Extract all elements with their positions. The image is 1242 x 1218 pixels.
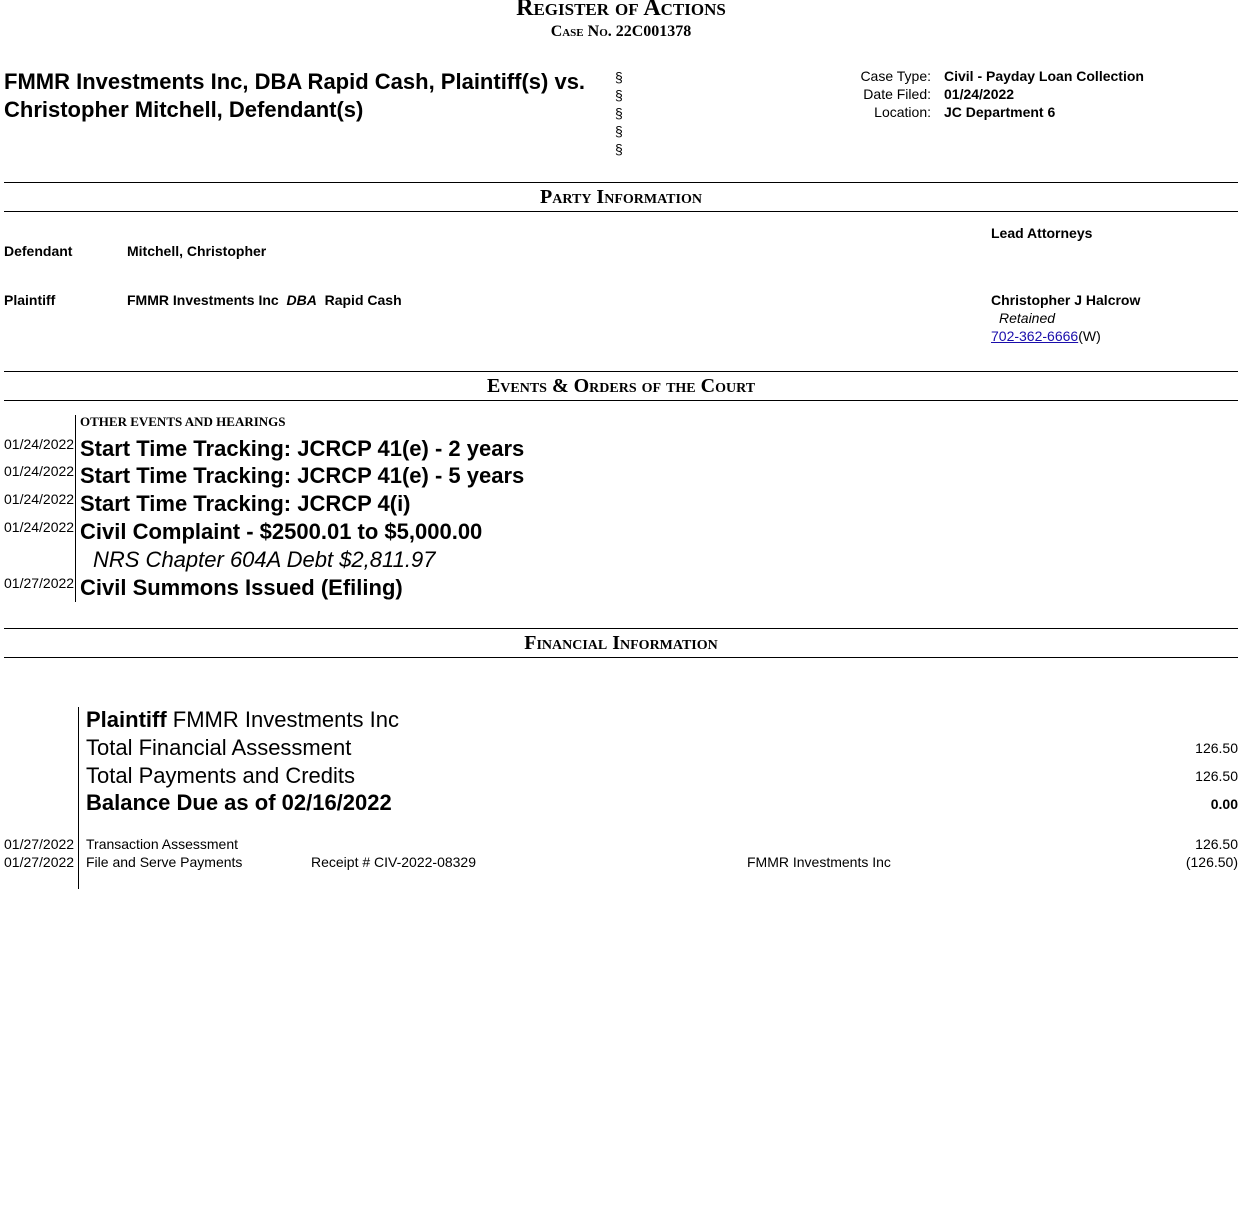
section-mark: § bbox=[615, 123, 623, 139]
page-title: Register of Actions bbox=[516, 0, 726, 21]
plaintiff-name bbox=[127, 292, 402, 308]
case-number: Case No. 22C001378 bbox=[550, 23, 692, 40]
total-assessment-amount: 126.50 bbox=[1195, 740, 1238, 756]
plaintiff-dba-name: Rapid Cash bbox=[324, 292, 402, 308]
financial-party bbox=[86, 707, 399, 733]
event-text: Civil Summons Issued (Efiling) bbox=[80, 575, 403, 600]
balance-label: Balance Due as of 02/16/2022 bbox=[86, 790, 392, 815]
attorney-phone-row bbox=[991, 328, 1101, 344]
event-text: Start Time Tracking: JCRCP 41(e) - 5 years bbox=[80, 463, 525, 488]
section-mark: § bbox=[615, 105, 623, 121]
event-text: Start Time Tracking: JCRCP 41(e) - 2 years bbox=[80, 436, 525, 461]
case-style bbox=[4, 68, 585, 124]
transaction-amount: (126.50) bbox=[1185, 854, 1238, 870]
location-label: Location: bbox=[874, 104, 931, 120]
event-date: 01/24/2022 bbox=[4, 519, 75, 535]
transaction-type: File and Serve Payments bbox=[86, 854, 243, 870]
lead-attorneys-label: Lead Attorneys bbox=[991, 225, 1093, 241]
section-marks bbox=[615, 68, 623, 158]
attorney-status: Retained bbox=[999, 310, 1056, 326]
case-style-line1: FMMR Investments Inc, DBA Rapid Cash, Plaintiff(s) vs. bbox=[4, 69, 586, 94]
transaction-amount: 126.50 bbox=[1195, 836, 1238, 852]
case-style-line2: Christopher Mitchell, Defendant(s) bbox=[4, 97, 364, 122]
defendant-role: Defendant bbox=[4, 243, 73, 259]
event-text: Start Time Tracking: JCRCP 4(i) bbox=[80, 491, 411, 516]
financial-party-role: Plaintiff bbox=[86, 707, 167, 732]
event-date: 01/24/2022 bbox=[4, 436, 75, 452]
events-subheading: OTHER EVENTS AND HEARINGS bbox=[80, 414, 286, 429]
plaintiff-name-text: FMMR Investments Inc bbox=[127, 292, 279, 308]
transaction-type: Transaction Assessment bbox=[86, 836, 238, 852]
total-payments-amount: 126.50 bbox=[1195, 768, 1238, 784]
balance-amount: 0.00 bbox=[1210, 796, 1238, 812]
event-note: NRS Chapter 604A Debt $2,811.97 bbox=[93, 547, 436, 572]
attorney-name: Christopher J Halcrow bbox=[991, 292, 1141, 308]
transaction-payor: FMMR Investments Inc bbox=[747, 854, 891, 870]
case-type-value: Civil - Payday Loan Collection bbox=[944, 68, 1144, 84]
defendant-name: Mitchell, Christopher bbox=[127, 243, 267, 259]
event-date: 01/27/2022 bbox=[4, 575, 75, 591]
event-text: Civil Complaint - $2500.01 to $5,000.00 bbox=[80, 519, 483, 544]
party-information-header: Party Information bbox=[4, 182, 1238, 212]
financial-divider bbox=[78, 707, 79, 889]
date-filed-label: Date Filed: bbox=[863, 86, 931, 102]
event-date: 01/24/2022 bbox=[4, 463, 75, 479]
plaintiff-role: Plaintiff bbox=[4, 292, 56, 308]
section-mark: § bbox=[615, 141, 623, 157]
attorney-phone-type: (W) bbox=[1078, 328, 1101, 344]
section-mark: § bbox=[615, 87, 623, 103]
transaction-receipt: Receipt # CIV-2022-08329 bbox=[311, 854, 476, 870]
plaintiff-dba: DBA bbox=[286, 292, 317, 308]
location-value: JC Department 6 bbox=[944, 104, 1056, 120]
event-date: 01/24/2022 bbox=[4, 491, 75, 507]
date-filed-value: 01/24/2022 bbox=[944, 86, 1015, 102]
events-divider bbox=[75, 415, 76, 602]
financial-header: Financial Information bbox=[4, 628, 1238, 658]
section-mark: § bbox=[615, 69, 623, 85]
total-payments-label: Total Payments and Credits bbox=[86, 763, 356, 788]
attorney-phone-link[interactable]: 702-362-6666 bbox=[991, 328, 1079, 344]
total-assessment-label: Total Financial Assessment bbox=[86, 735, 352, 760]
transaction-date: 01/27/2022 bbox=[4, 854, 75, 870]
case-type-label: Case Type: bbox=[860, 68, 931, 84]
events-header: Events & Orders of the Court bbox=[4, 371, 1238, 401]
transaction-date: 01/27/2022 bbox=[4, 836, 75, 852]
financial-party-name: FMMR Investments Inc bbox=[172, 707, 399, 732]
